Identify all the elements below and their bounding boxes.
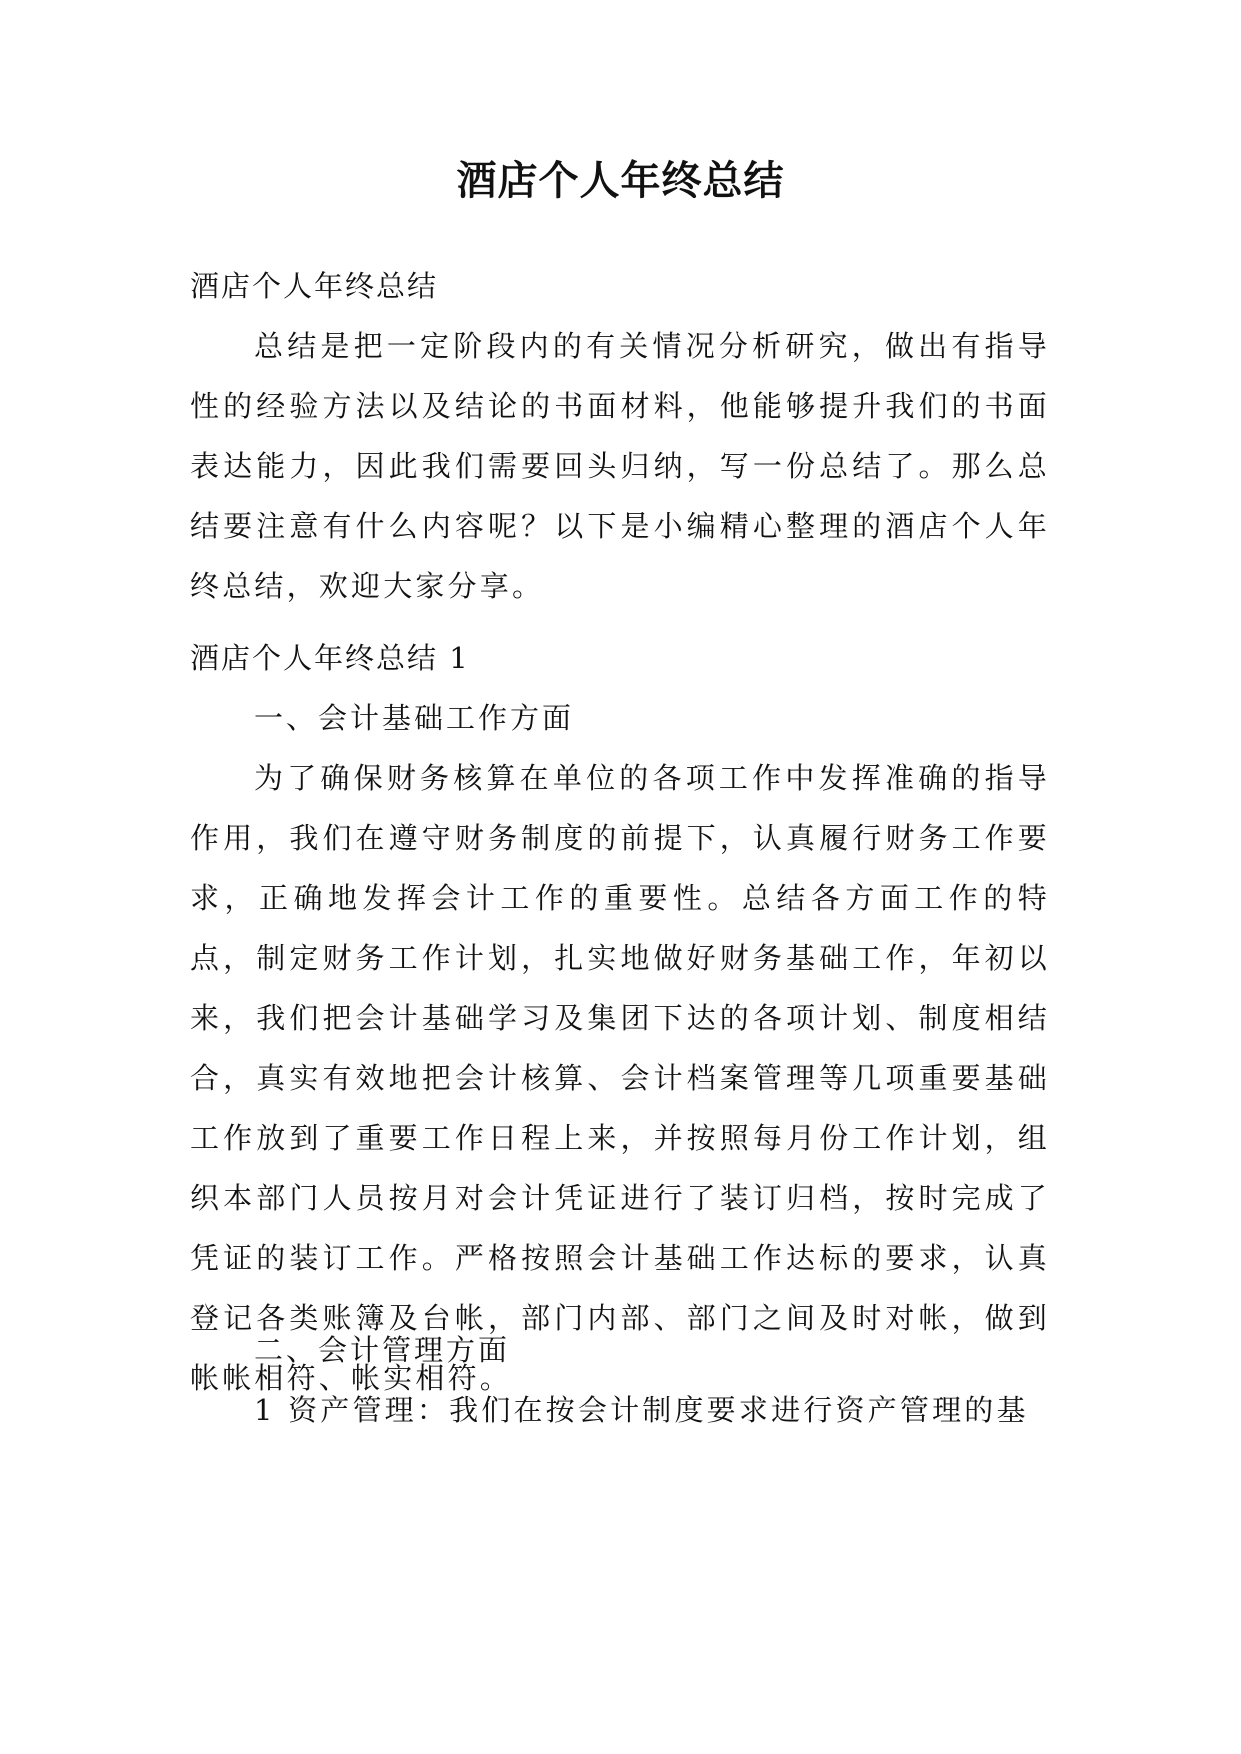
- document-title: 酒店个人年终总结: [456, 157, 785, 204]
- document-subtitle: 酒店个人年终总结: [190, 269, 439, 303]
- section-heading-accounting-basics: 一、会计基础工作方面: [254, 701, 575, 735]
- section-title: 酒店个人年终总结 1: [190, 641, 470, 675]
- accounting-basics-paragraph: 为了确保财务核算在单位的各项工作中发挥准确的指导作用，我们在遵守财务制度的前提下，认真履行财务工作要求，正确地发挥会计工作的重要性。总结各方面工作的特点，制定财务工作计划，扎实地做好财务基础工作，年初以来，我们把会计基础学习及集团下达的各项计划、制度相结合，真实有效地把会计核算、会计档案管理等几项重要基础工作放到了重要工作日程上来，并按照每月份工作计划，组织本部门人员按月对会计凭证进行了装订归档，按时完成了凭证的装订工作。严格按照会计基础工作达标的要求，认真登记各类账簿及台帐，部门内部、部门之间及时对帐，做到帐帐相符、帐实相符。: [190, 761, 1050, 1395]
- section-heading-accounting-management: 二、会计管理方面: [254, 1333, 511, 1367]
- asset-management-paragraph: 1 资产管理：我们在按会计制度要求进行资产管理的基: [254, 1393, 1029, 1427]
- intro-paragraph: 总结是把一定阶段内的有关情况分析研究，做出有指导性的经验方法以及结论的书面材料，他能够提升我们的书面表达能力，因此我们需要回头归纳，写一份总结了。那么总结要注意有什么内容呢？以下是小编精心整理的酒店个人年终总结，欢迎大家分享。: [190, 329, 1050, 603]
